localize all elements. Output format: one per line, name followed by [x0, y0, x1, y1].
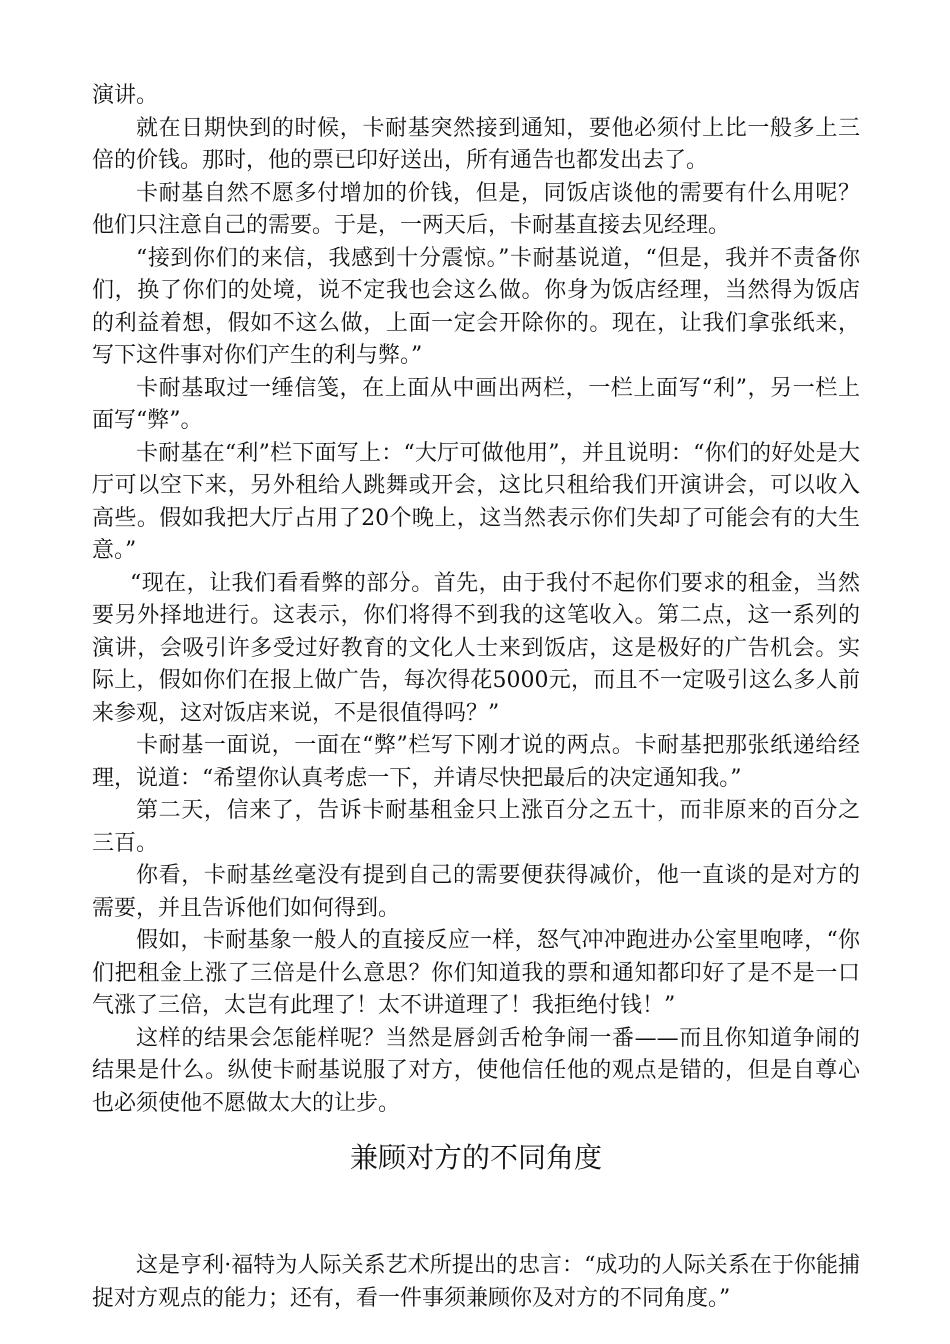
document-page: [92, 80, 860, 1315]
paragraph: 卡耐基在“利”栏下面写上：“大厅可做他用”，并且说明：“你们的好处是大厅可以空下来，另外租给人跳舞或开会，这比只租给我们开演讲会，可以收入高些。假如我把大厅占用了20个晚上，这当然表示你们失却了可能会有的大生意。”: [92, 440, 860, 563]
section-spacer: [92, 1180, 860, 1250]
paragraph: 就在日期快到的时候，卡耐基突然接到通知，要他必须付上比一般多上三倍的价钱。那时，他的票已印好送出，所有通告也都发出去了。: [92, 115, 860, 173]
paragraph: 假如，卡耐基象一般人的直接反应一样，怒气冲冲跑进办公室里咆哮，“你们把租金上涨了三倍是什么意思？你们知道我的票和通知都印好了是不是一口气涨了三倍，太岂有此理了！太不讲道理了！我拒绝付钱！”: [92, 928, 860, 1018]
paragraph: 第二天，信来了，告诉卡耐基租金只上涨百分之五十，而非原来的百分之三百。: [92, 798, 860, 856]
paragraph: 你看，卡耐基丝毫没有提到自己的需要便获得减价，他一直谈的是对方的需要，并且告诉他们如何得到。: [92, 863, 860, 921]
paragraph: 这是亨利·福特为人际关系艺术所提出的忠言：“成功的人际关系在于你能捕捉对方观点的能力；还有，看一件事须兼顾你及对方的不同角度。”: [92, 1253, 860, 1311]
paragraph: 演讲。: [92, 83, 159, 108]
paragraph: 卡耐基自然不愿多付增加的价钱，但是，同饭店谈他的需要有什么用呢？他们只注意自己的需要。于是，一两天后，卡耐基直接去见经理。: [92, 180, 860, 238]
paragraph: 卡耐基取过一缍信笺，在上面从中画出两栏，一栏上面写“利”，另一栏上面写“弊”。: [92, 375, 860, 433]
paragraph: 这样的结果会怎能样呢？当然是唇剑舌枪争闹一番——而且你知道争闹的结果是什么。纵使卡耐基说服了对方，使他信任他的观点是错的，但是自尊心也必须使他不愿做太大的让步。: [92, 1025, 860, 1116]
paragraph: 卡耐基一面说，一面在“弊”栏写下刚才说的两点。卡耐基把那张纸递给经理，说道：“希望你认真考虑一下，并请尽快把最后的决定通知我。”: [92, 733, 860, 791]
paragraph: “接到你们的来信，我感到十分震惊。”卡耐基说道，“但是，我并不责备你们，换了你们的处境，说不定我也会这么做。你身为饭店经理，当然得为饭店的利益着想，假如不这么做，上面一定会开除你的。现在，让我们拿张纸来，写下这件事对你们产生的利与弊。”: [92, 245, 860, 368]
section-heading: 兼顾对方的不同角度: [349, 1141, 602, 1174]
paragraph: “现在，让我们看看弊的部分。首先，由于我付不起你们要求的租金，当然要另外择地进行。这表示，你们将得不到我的这笔收入。第二点，这一系列的演讲，会吸引许多受过好教育的文化人士来到饭店，这是极好的广告机会。实际上，假如你们在报上做广告，每次得花5000元，而且不一定吸引这么多人前来参观，这对饭店来说，不是很值得吗？”: [92, 570, 860, 726]
